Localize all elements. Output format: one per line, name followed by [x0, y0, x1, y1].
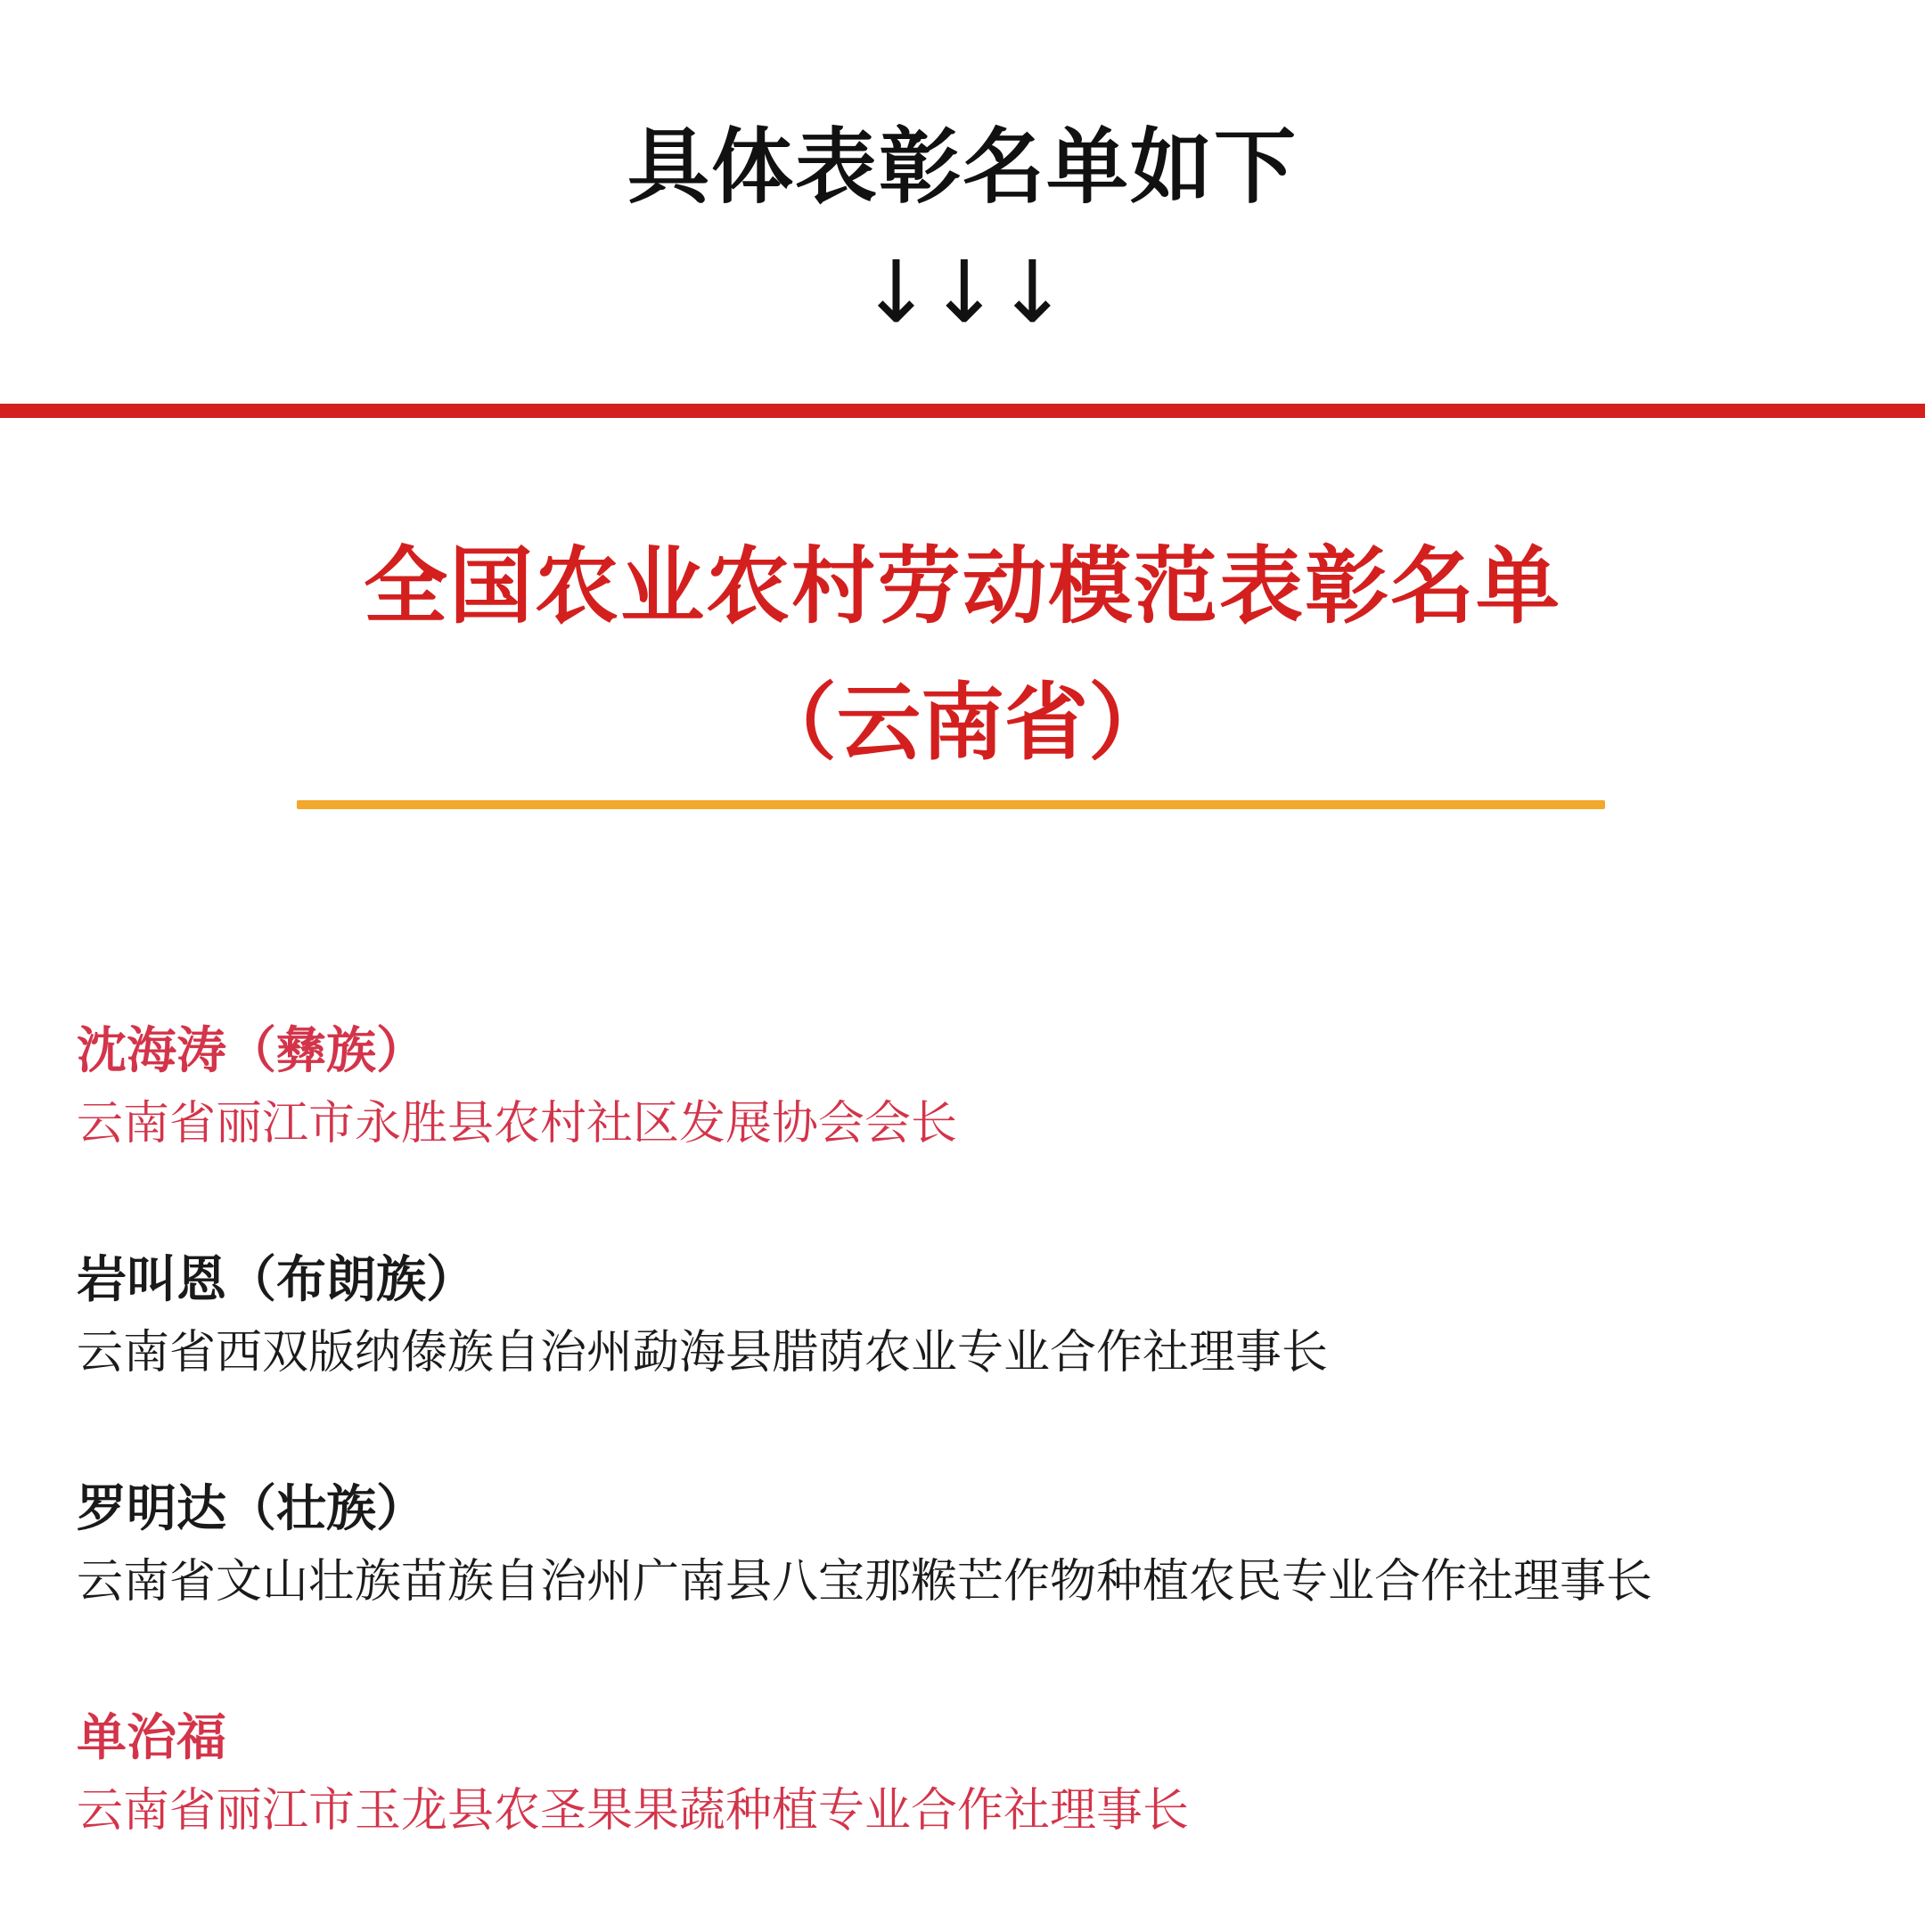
intro-title: 具体表彰名单如下 [627, 119, 1298, 215]
honoree-description: 云南省西双版纳傣族自治州勐海县腊荫农业专业合作社理事长 [77, 1326, 1329, 1379]
down-arrows-icon: ↓↓↓ [860, 242, 1065, 342]
honoree-name: 岩叫恩（布朗族） [77, 1251, 476, 1309]
honoree-description: 云南省丽江市永胜县农村社区发展协会会长 [77, 1097, 958, 1150]
honoree-entry [77, 1703, 1859, 1932]
list-subtitle: （云南省） [752, 675, 1172, 772]
honoree-entry [77, 1016, 1859, 1245]
honoree-name: 沈海涛（彝族） [77, 1022, 426, 1080]
honoree-description: 云南省文山壮族苗族自治州广南县八宝那糇芒作物种植农民专业合作社理事长 [77, 1555, 1653, 1609]
gold-divider [297, 800, 1605, 809]
honoree-name: 罗明达（壮族） [77, 1480, 426, 1538]
list-title: 全国农业农村劳动模范表彰名单 [363, 538, 1561, 635]
red-divider [0, 404, 1925, 418]
honoree-name: 单治福 [77, 1709, 226, 1767]
honoree-list [77, 1016, 1859, 1932]
honoree-entry [77, 1245, 1859, 1474]
honoree-description: 云南省丽江市玉龙县农圣果果蔬种植专业合作社理事长 [77, 1784, 1190, 1838]
honoree-entry [77, 1474, 1859, 1703]
